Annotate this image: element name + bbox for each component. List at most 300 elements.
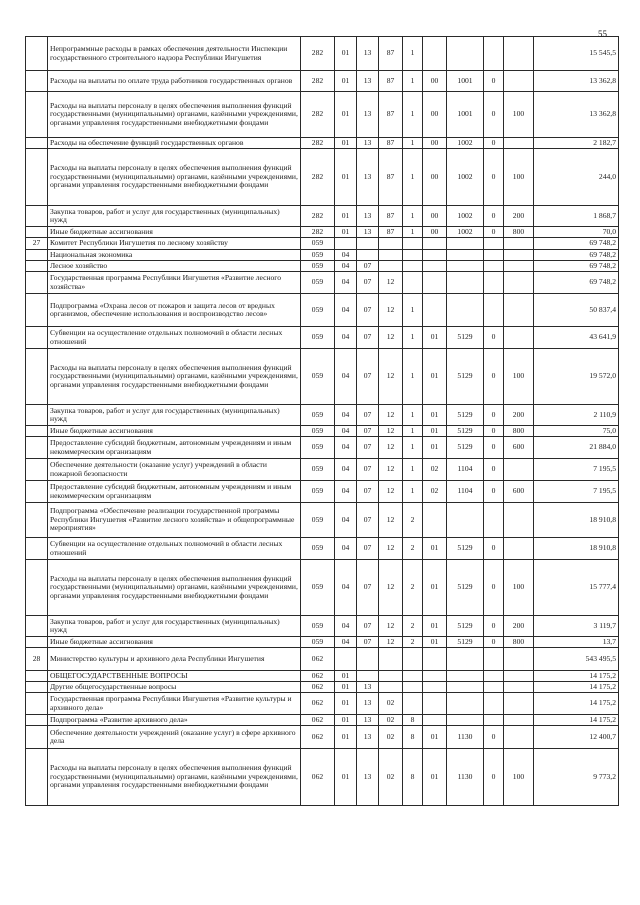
amount-cell: 18 910,8	[534, 503, 619, 538]
target-suffix-cell	[484, 693, 504, 715]
direction-code-cell: 1001	[447, 71, 484, 92]
subsection-code-cell: 13	[357, 92, 379, 138]
amount-cell: 21 884,0	[534, 437, 619, 459]
dept-code-cell: 059	[301, 437, 335, 459]
section-code-cell: 01	[335, 37, 357, 71]
table-row	[26, 481, 619, 503]
row-number-cell	[26, 206, 48, 227]
table-row	[26, 37, 619, 71]
event-code-cell: 00	[423, 92, 447, 138]
expense-type-cell	[504, 238, 534, 250]
program-code-cell: 87	[379, 227, 403, 238]
row-number-cell	[26, 749, 48, 806]
dept-code-cell: 059	[301, 538, 335, 560]
amount-cell: 69 748,2	[534, 272, 619, 294]
expense-type-cell	[504, 459, 534, 481]
amount-cell: 75,0	[534, 426, 619, 437]
amount-cell: 14 175,2	[534, 682, 619, 693]
expense-type-cell: 800	[504, 637, 534, 648]
dept-code-cell: 059	[301, 459, 335, 481]
subsection-code-cell: 07	[357, 538, 379, 560]
amount-cell: 2 182,7	[534, 138, 619, 149]
row-number-cell	[26, 437, 48, 459]
section-code-cell: 04	[335, 538, 357, 560]
program-code-cell	[379, 250, 403, 261]
amount-cell: 13 362,8	[534, 71, 619, 92]
row-name-cell: Комитет Республики Ингушетия по лесному хозяйству	[48, 238, 301, 250]
expense-type-cell	[504, 261, 534, 272]
table-row	[26, 261, 619, 272]
subprogram-code-cell: 1	[403, 294, 423, 327]
target-suffix-cell	[484, 715, 504, 726]
target-suffix-cell	[484, 37, 504, 71]
direction-code-cell: 5129	[447, 616, 484, 637]
row-name-cell: Субвенции на осуществление отдельных полномочий в области лесных отношений	[48, 538, 301, 560]
section-code-cell: 04	[335, 637, 357, 648]
subprogram-code-cell	[403, 671, 423, 682]
target-suffix-cell: 0	[484, 405, 504, 426]
row-name-cell: Расходы на выплаты персоналу в целях обеспечения выполнения функций государственными (муниципальными) органами, казёнными учреждениями, органами управления государственными внебюджетными фондами	[48, 149, 301, 206]
subprogram-code-cell: 1	[403, 138, 423, 149]
subprogram-code-cell	[403, 238, 423, 250]
section-code-cell: 01	[335, 227, 357, 238]
row-number-cell	[26, 503, 48, 538]
subprogram-code-cell: 2	[403, 503, 423, 538]
subsection-code-cell: 07	[357, 272, 379, 294]
expense-type-cell	[504, 715, 534, 726]
table-row	[26, 749, 619, 806]
direction-code-cell: 1002	[447, 206, 484, 227]
dept-code-cell: 059	[301, 616, 335, 637]
row-number-cell	[26, 682, 48, 693]
row-number-cell	[26, 726, 48, 749]
dept-code-cell: 059	[301, 261, 335, 272]
dept-code-cell: 062	[301, 726, 335, 749]
subsection-code-cell: 07	[357, 560, 379, 616]
subprogram-code-cell: 2	[403, 560, 423, 616]
target-suffix-cell: 0	[484, 149, 504, 206]
event-code-cell	[423, 238, 447, 250]
dept-code-cell: 282	[301, 71, 335, 92]
section-code-cell: 04	[335, 503, 357, 538]
expense-type-cell	[504, 693, 534, 715]
program-code-cell: 12	[379, 426, 403, 437]
expense-type-cell: 800	[504, 426, 534, 437]
dept-code-cell: 059	[301, 560, 335, 616]
subsection-code-cell: 13	[357, 138, 379, 149]
amount-cell: 543 495,5	[534, 648, 619, 671]
amount-cell: 19 572,0	[534, 349, 619, 405]
subprogram-code-cell: 1	[403, 206, 423, 227]
expense-type-cell: 100	[504, 92, 534, 138]
target-suffix-cell: 0	[484, 71, 504, 92]
table-row	[26, 715, 619, 726]
event-code-cell	[423, 671, 447, 682]
row-name-cell: Расходы на выплаты персоналу в целях обеспечения выполнения функций государственными (муниципальными) органами, казёнными учреждениями, органами управления государственными внебюджетными фондами	[48, 749, 301, 806]
event-code-cell: 01	[423, 405, 447, 426]
target-suffix-cell: 0	[484, 637, 504, 648]
direction-code-cell	[447, 503, 484, 538]
section-code-cell: 01	[335, 693, 357, 715]
expense-type-cell	[504, 538, 534, 560]
subprogram-code-cell: 1	[403, 349, 423, 405]
subprogram-code-cell: 2	[403, 616, 423, 637]
row-number-cell	[26, 37, 48, 71]
target-suffix-cell: 0	[484, 92, 504, 138]
section-code-cell: 04	[335, 437, 357, 459]
event-code-cell: 02	[423, 481, 447, 503]
section-code-cell: 01	[335, 206, 357, 227]
amount-cell: 244,0	[534, 149, 619, 206]
amount-cell: 3 119,7	[534, 616, 619, 637]
row-number-cell	[26, 227, 48, 238]
event-code-cell	[423, 272, 447, 294]
subprogram-code-cell	[403, 682, 423, 693]
row-number-cell	[26, 693, 48, 715]
event-code-cell: 01	[423, 327, 447, 349]
direction-code-cell: 1104	[447, 459, 484, 481]
dept-code-cell: 062	[301, 682, 335, 693]
target-suffix-cell: 0	[484, 327, 504, 349]
dept-code-cell: 282	[301, 227, 335, 238]
dept-code-cell: 282	[301, 92, 335, 138]
row-number-cell	[26, 560, 48, 616]
program-code-cell	[379, 682, 403, 693]
target-suffix-cell: 0	[484, 726, 504, 749]
target-suffix-cell: 0	[484, 138, 504, 149]
event-code-cell: 00	[423, 71, 447, 92]
table-row	[26, 238, 619, 250]
section-code-cell: 01	[335, 749, 357, 806]
subprogram-code-cell	[403, 250, 423, 261]
direction-code-cell: 5129	[447, 405, 484, 426]
target-suffix-cell	[484, 250, 504, 261]
event-code-cell: 02	[423, 459, 447, 481]
section-code-cell: 01	[335, 138, 357, 149]
subprogram-code-cell	[403, 272, 423, 294]
expense-type-cell: 100	[504, 149, 534, 206]
direction-code-cell: 1002	[447, 227, 484, 238]
row-number-cell	[26, 327, 48, 349]
subsection-code-cell: 13	[357, 693, 379, 715]
subprogram-code-cell: 1	[403, 149, 423, 206]
section-code-cell: 04	[335, 349, 357, 405]
dept-code-cell: 059	[301, 349, 335, 405]
subsection-code-cell: 07	[357, 437, 379, 459]
budget-table	[25, 36, 619, 806]
section-code-cell: 01	[335, 671, 357, 682]
program-code-cell: 12	[379, 538, 403, 560]
event-code-cell: 00	[423, 206, 447, 227]
page-number: 55	[598, 29, 607, 39]
row-number-cell	[26, 294, 48, 327]
event-code-cell	[423, 261, 447, 272]
row-number-cell	[26, 426, 48, 437]
direction-code-cell: 1130	[447, 726, 484, 749]
direction-code-cell: 5129	[447, 538, 484, 560]
event-code-cell: 01	[423, 538, 447, 560]
direction-code-cell: 5129	[447, 637, 484, 648]
table-row	[26, 227, 619, 238]
table-row	[26, 405, 619, 426]
row-name-cell: Расходы на обеспечение функций государственных органов	[48, 138, 301, 149]
section-code-cell	[335, 238, 357, 250]
program-code-cell: 12	[379, 405, 403, 426]
section-code-cell: 01	[335, 715, 357, 726]
target-suffix-cell	[484, 682, 504, 693]
program-code-cell: 12	[379, 327, 403, 349]
dept-code-cell: 059	[301, 272, 335, 294]
row-number-cell	[26, 405, 48, 426]
direction-code-cell: 1130	[447, 749, 484, 806]
event-code-cell	[423, 37, 447, 71]
amount-cell: 2 110,9	[534, 405, 619, 426]
expense-type-cell	[504, 37, 534, 71]
event-code-cell: 01	[423, 749, 447, 806]
dept-code-cell: 062	[301, 648, 335, 671]
expense-type-cell	[504, 671, 534, 682]
table-row	[26, 294, 619, 327]
row-name-cell: Расходы на выплаты персоналу в целях обеспечения выполнения функций государственными (муниципальными) органами, казёнными учреждениями, органами управления государственными внебюджетными фондами	[48, 92, 301, 138]
expense-type-cell	[504, 682, 534, 693]
subsection-code-cell	[357, 671, 379, 682]
program-code-cell: 02	[379, 715, 403, 726]
event-code-cell: 00	[423, 149, 447, 206]
target-suffix-cell	[484, 261, 504, 272]
subsection-code-cell: 13	[357, 37, 379, 71]
direction-code-cell	[447, 693, 484, 715]
section-code-cell: 04	[335, 261, 357, 272]
subprogram-code-cell: 1	[403, 459, 423, 481]
event-code-cell	[423, 715, 447, 726]
row-name-cell: Закупка товаров, работ и услуг для государственных (муниципальных) нужд	[48, 616, 301, 637]
section-code-cell: 01	[335, 71, 357, 92]
expense-type-cell: 600	[504, 481, 534, 503]
amount-cell: 15 777,4	[534, 560, 619, 616]
subprogram-code-cell: 1	[403, 92, 423, 138]
section-code-cell: 04	[335, 560, 357, 616]
expense-type-cell	[504, 294, 534, 327]
section-code-cell: 04	[335, 616, 357, 637]
subsection-code-cell: 07	[357, 481, 379, 503]
direction-code-cell	[447, 37, 484, 71]
section-code-cell: 01	[335, 682, 357, 693]
event-code-cell: 01	[423, 726, 447, 749]
row-name-cell: Государственная программа Республики Ингушетия «Развитие лесного хозяйства»	[48, 272, 301, 294]
row-number-cell	[26, 715, 48, 726]
table-row	[26, 206, 619, 227]
row-number-cell: 28	[26, 648, 48, 671]
program-code-cell: 12	[379, 294, 403, 327]
table-row	[26, 349, 619, 405]
event-code-cell	[423, 648, 447, 671]
event-code-cell: 00	[423, 138, 447, 149]
subprogram-code-cell: 1	[403, 227, 423, 238]
dept-code-cell: 059	[301, 637, 335, 648]
subprogram-code-cell: 8	[403, 749, 423, 806]
program-code-cell: 87	[379, 138, 403, 149]
subsection-code-cell: 13	[357, 71, 379, 92]
row-name-cell: Предоставление субсидий бюджетным, автономным учреждениям и иным некоммерческим организациям	[48, 437, 301, 459]
subsection-code-cell: 13	[357, 149, 379, 206]
expense-type-cell	[504, 726, 534, 749]
dept-code-cell: 059	[301, 503, 335, 538]
subprogram-code-cell: 1	[403, 426, 423, 437]
amount-cell: 14 175,2	[534, 715, 619, 726]
subsection-code-cell: 07	[357, 459, 379, 481]
expense-type-cell: 200	[504, 616, 534, 637]
row-name-cell: Министерство культуры и архивного дела Республики Ингушетия	[48, 648, 301, 671]
program-code-cell: 12	[379, 503, 403, 538]
direction-code-cell	[447, 715, 484, 726]
row-name-cell: Иные бюджетные ассигнования	[48, 637, 301, 648]
row-name-cell: ОБЩЕГОСУДАРСТВЕННЫЕ ВОПРОСЫ	[48, 671, 301, 682]
direction-code-cell: 1001	[447, 92, 484, 138]
subsection-code-cell: 13	[357, 715, 379, 726]
subprogram-code-cell: 1	[403, 327, 423, 349]
amount-cell: 50 837,4	[534, 294, 619, 327]
target-suffix-cell	[484, 272, 504, 294]
row-number-cell	[26, 71, 48, 92]
table-row	[26, 71, 619, 92]
subprogram-code-cell: 2	[403, 637, 423, 648]
direction-code-cell: 5129	[447, 327, 484, 349]
subprogram-code-cell	[403, 693, 423, 715]
target-suffix-cell: 0	[484, 437, 504, 459]
direction-code-cell	[447, 238, 484, 250]
dept-code-cell: 059	[301, 481, 335, 503]
row-number-cell	[26, 671, 48, 682]
row-name-cell: Подпрограмма «Обеспечение реализации государственной программы Республики Ингушетия «Развитие лесного хозяйства» и общепрограммные мероприятия»	[48, 503, 301, 538]
event-code-cell: 01	[423, 637, 447, 648]
amount-cell: 15 545,5	[534, 37, 619, 71]
program-code-cell: 12	[379, 637, 403, 648]
amount-cell: 12 400,7	[534, 726, 619, 749]
subsection-code-cell: 13	[357, 682, 379, 693]
program-code-cell	[379, 238, 403, 250]
section-code-cell: 04	[335, 272, 357, 294]
expense-type-cell: 100	[504, 749, 534, 806]
dept-code-cell: 282	[301, 138, 335, 149]
target-suffix-cell: 0	[484, 206, 504, 227]
section-code-cell: 04	[335, 250, 357, 261]
table-row	[26, 250, 619, 261]
amount-cell: 69 748,2	[534, 250, 619, 261]
direction-code-cell: 1002	[447, 138, 484, 149]
program-code-cell: 87	[379, 71, 403, 92]
table-row	[26, 560, 619, 616]
amount-cell: 14 175,2	[534, 693, 619, 715]
section-code-cell: 04	[335, 481, 357, 503]
event-code-cell: 01	[423, 616, 447, 637]
row-name-cell: Субвенции на осуществление отдельных полномочий в области лесных отношений	[48, 327, 301, 349]
row-number-cell	[26, 272, 48, 294]
dept-code-cell: 062	[301, 671, 335, 682]
dept-code-cell: 059	[301, 250, 335, 261]
amount-cell: 7 195,5	[534, 459, 619, 481]
row-name-cell: Расходы на выплаты персоналу в целях обеспечения выполнения функций государственными (муниципальными) органами, казёнными учреждениями, органами управления государственными внебюджетными фондами	[48, 560, 301, 616]
row-name-cell: Расходы на выплаты персоналу в целях обеспечения выполнения функций государственными (муниципальными) органами, казёнными учреждениями, органами управления государственными внебюджетными фондами	[48, 349, 301, 405]
section-code-cell: 04	[335, 405, 357, 426]
amount-cell: 70,0	[534, 227, 619, 238]
program-code-cell: 12	[379, 349, 403, 405]
table-row	[26, 538, 619, 560]
row-number-cell	[26, 138, 48, 149]
table-row	[26, 426, 619, 437]
dept-code-cell: 059	[301, 294, 335, 327]
table-row	[26, 671, 619, 682]
row-name-cell: Расходы на выплаты по оплате труда работников государственных органов	[48, 71, 301, 92]
subprogram-code-cell: 8	[403, 726, 423, 749]
section-code-cell: 04	[335, 327, 357, 349]
target-suffix-cell	[484, 671, 504, 682]
row-number-cell: 27	[26, 238, 48, 250]
row-number-cell	[26, 538, 48, 560]
target-suffix-cell	[484, 294, 504, 327]
expense-type-cell: 200	[504, 405, 534, 426]
row-number-cell	[26, 459, 48, 481]
subsection-code-cell: 07	[357, 637, 379, 648]
subsection-code-cell: 13	[357, 206, 379, 227]
amount-cell: 7 195,5	[534, 481, 619, 503]
target-suffix-cell: 0	[484, 459, 504, 481]
section-code-cell	[335, 648, 357, 671]
amount-cell: 18 910,8	[534, 538, 619, 560]
target-suffix-cell: 0	[484, 227, 504, 238]
budget-table-body	[26, 37, 619, 806]
target-suffix-cell	[484, 238, 504, 250]
row-name-cell: Предоставление субсидий бюджетным, автономным учреждениям и иным некоммерческим организациям	[48, 481, 301, 503]
subsection-code-cell: 07	[357, 349, 379, 405]
row-name-cell: Обеспечение деятельности учреждений (оказание услуг) в сфере архивного дела	[48, 726, 301, 749]
program-code-cell	[379, 648, 403, 671]
subsection-code-cell: 13	[357, 749, 379, 806]
subprogram-code-cell: 1	[403, 71, 423, 92]
table-row	[26, 459, 619, 481]
table-row	[26, 693, 619, 715]
program-code-cell: 87	[379, 149, 403, 206]
expense-type-cell: 100	[504, 349, 534, 405]
target-suffix-cell	[484, 648, 504, 671]
event-code-cell: 01	[423, 437, 447, 459]
dept-code-cell: 062	[301, 693, 335, 715]
program-code-cell	[379, 261, 403, 272]
direction-code-cell	[447, 671, 484, 682]
amount-cell: 1 868,7	[534, 206, 619, 227]
direction-code-cell: 5129	[447, 426, 484, 437]
subprogram-code-cell: 1	[403, 437, 423, 459]
expense-type-cell	[504, 71, 534, 92]
direction-code-cell: 5129	[447, 437, 484, 459]
amount-cell: 43 641,9	[534, 327, 619, 349]
expense-type-cell: 100	[504, 560, 534, 616]
target-suffix-cell: 0	[484, 538, 504, 560]
expense-type-cell	[504, 272, 534, 294]
row-name-cell: Непрограммные расходы в рамках обеспечения деятельности Инспекции государственного строительного надзора Республики Ингушетия	[48, 37, 301, 71]
dept-code-cell: 059	[301, 405, 335, 426]
section-code-cell: 01	[335, 726, 357, 749]
subsection-code-cell	[357, 250, 379, 261]
direction-code-cell	[447, 682, 484, 693]
table-row	[26, 138, 619, 149]
target-suffix-cell: 0	[484, 749, 504, 806]
program-code-cell: 12	[379, 616, 403, 637]
table-row	[26, 637, 619, 648]
amount-cell: 69 748,2	[534, 238, 619, 250]
amount-cell: 69 748,2	[534, 261, 619, 272]
program-code-cell: 87	[379, 206, 403, 227]
row-name-cell: Подпрограмма «Охрана лесов от пожаров и защита лесов от вредных организмов, обеспечение использования и воспроизводство лесов»	[48, 294, 301, 327]
